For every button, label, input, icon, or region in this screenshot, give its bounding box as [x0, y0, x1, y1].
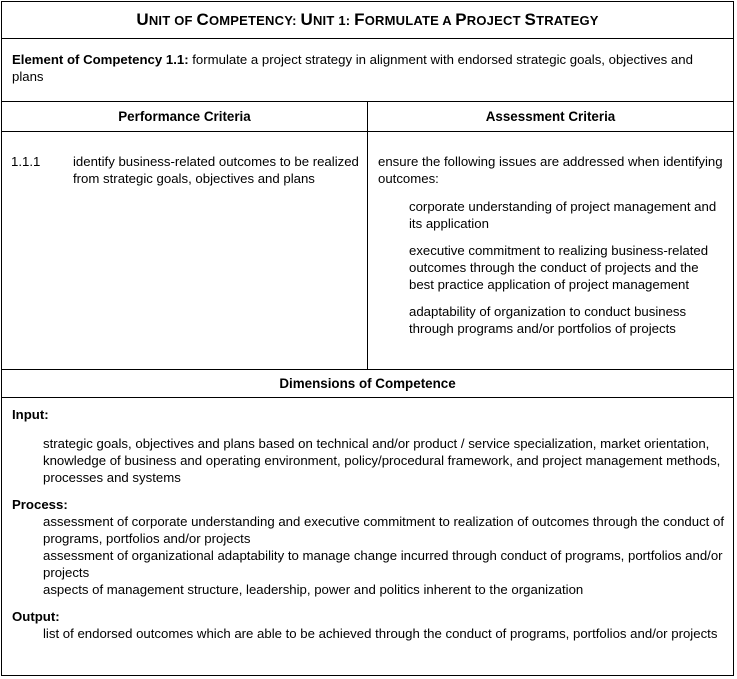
element-of-competency: [2, 39, 733, 102]
input-text: strategic goals, objectives and plans based on technical and/or product / service specialization, market orientation, knowledge of business and operating environment, policy/procedural framework, and project management methods, processes and systems: [43, 436, 721, 485]
process-section: [12, 496, 725, 598]
performance-number: 1.1.1: [11, 154, 41, 169]
title-text: UNIT OF COMPETENCY: UNIT 1: FORMULATE A PROJECT STRATEGY: [136, 10, 599, 29]
input-section: [12, 406, 725, 486]
page-title: [2, 2, 733, 39]
assessment-intro: ensure the following issues are addressed when identifying outcomes:: [378, 154, 723, 186]
assessment-criteria-header: Assessment Criteria: [485, 109, 616, 124]
input-label: Input:: [12, 407, 49, 422]
output-text: list of endorsed outcomes which are able to be achieved through the conduct of programs, portfolios and/or projects: [43, 626, 718, 641]
assessment-issue: adaptability of organization to conduct business through programs and/or portfolios of projects: [409, 304, 687, 336]
element-label: Element of Competency 1.1:: [12, 52, 189, 67]
assessment-issue: corporate understanding of project management and its application: [409, 199, 717, 231]
dimensions-body: [2, 398, 733, 675]
criteria-body-row: [2, 132, 733, 370]
output-section: [12, 608, 725, 642]
criteria-header-row: [2, 102, 733, 132]
performance-criteria-header: Performance Criteria: [2, 102, 368, 131]
dimensions-header: Dimensions of Competence: [2, 370, 733, 398]
element-text: formulate a project strategy in alignment with endorsed strategic goals, objectives and plans: [12, 52, 693, 84]
process-item: aspects of management structure, leadership, power and politics inherent to the organization: [43, 582, 584, 597]
performance-criteria-cell: [2, 132, 368, 369]
performance-text: identify business-related outcomes to be realized from strategic goals, objectives and plans: [73, 154, 359, 186]
process-item: assessment of corporate understanding and executive commitment to realization of outcomes through the conduct of programs, portfolios and/or projects: [43, 514, 725, 546]
assessment-issue: executive commitment to realizing business-related outcomes through the conduct of projects and the best practice application of project management: [409, 243, 709, 292]
output-label: Output:: [12, 609, 60, 624]
process-label: Process:: [12, 497, 68, 512]
process-item: assessment of organizational adaptability to manage change incurred through conduct of programs, portfolios and/or projects: [43, 548, 723, 580]
competency-table: [1, 1, 734, 676]
assessment-criteria-cell: [368, 132, 733, 369]
